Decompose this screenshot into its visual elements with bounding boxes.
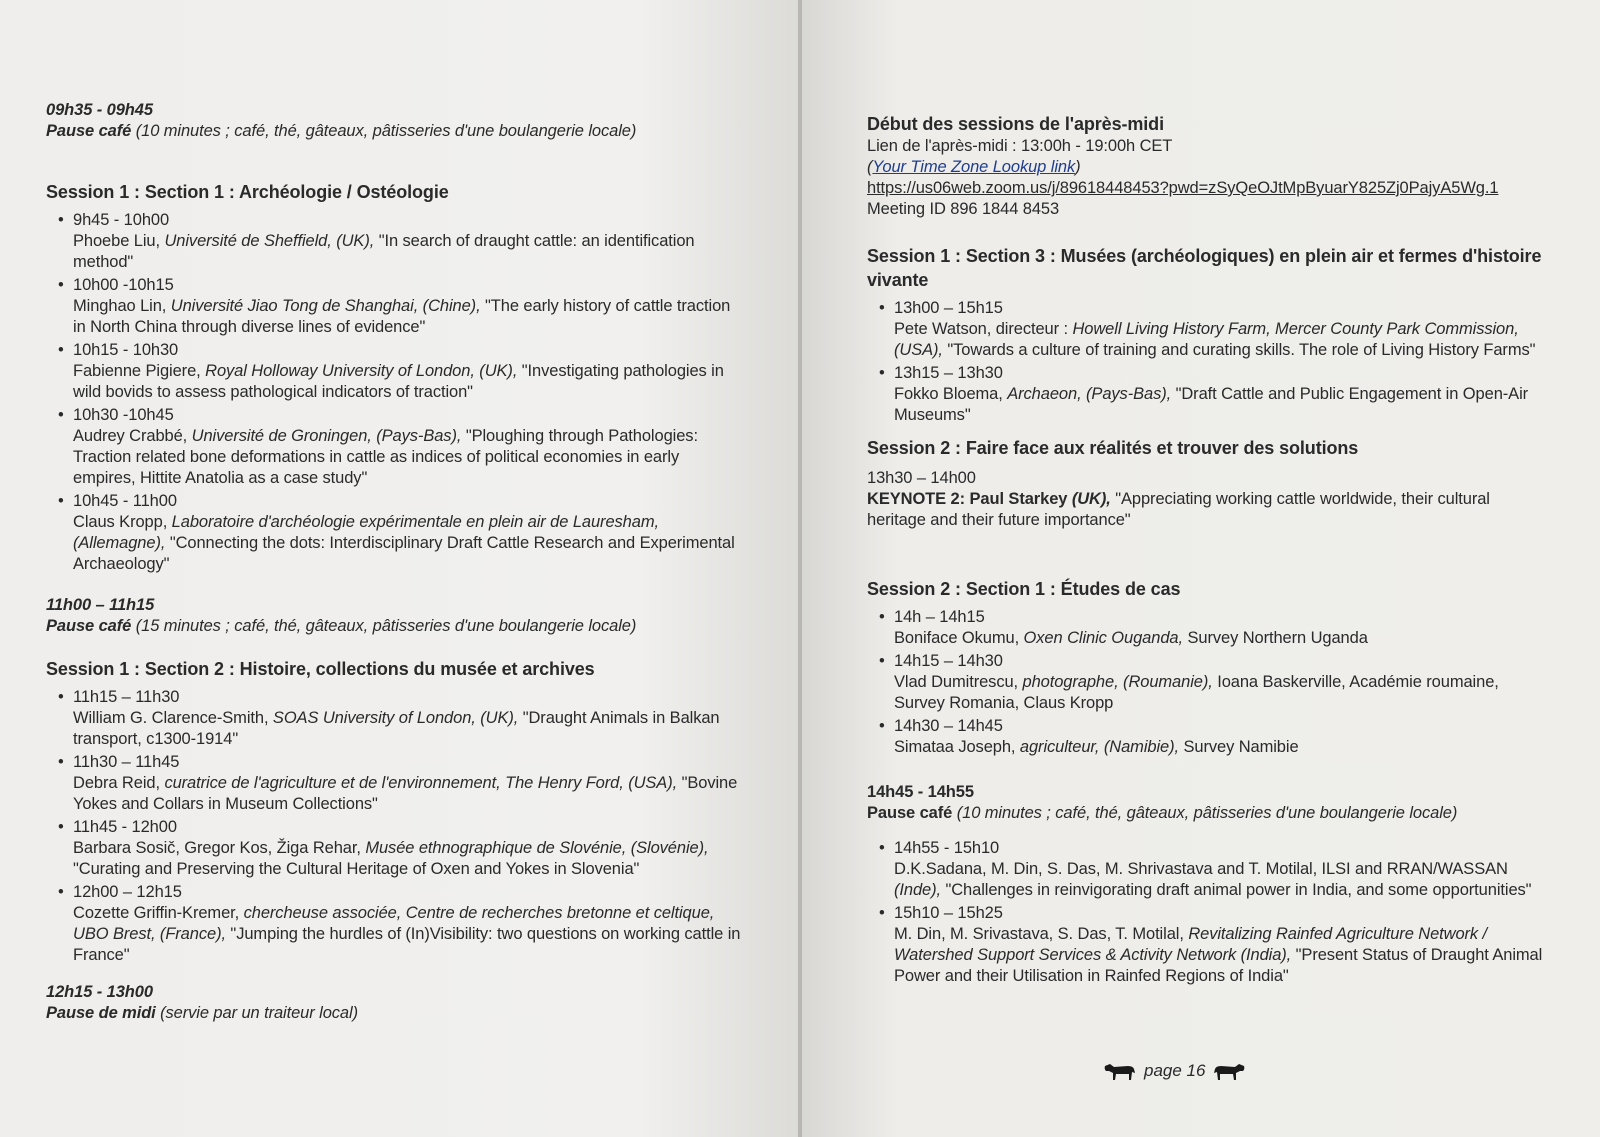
talk-title: "Bovine Yokes and Collars in Museum Collections" — [73, 774, 738, 813]
coffee-break-time: 11h00 – 11h15 — [46, 596, 155, 614]
talk-time: 11h15 – 11h30 — [73, 688, 180, 706]
talk-time: 14h – 14h15 — [894, 608, 985, 626]
talk-title: Ioana Baskerville, Académie roumaine, Survey Romania, Claus Kropp — [894, 673, 1499, 712]
talk-title: "Jumping the hurdles of (In)Visibility: two questions on working cattle in France" — [73, 925, 741, 964]
keynote-label: KEYNOTE 2: Paul Starkey — [867, 490, 1072, 508]
talk-title: "Towards a culture of training and curating skills. The role of Living History Farms" — [942, 341, 1536, 359]
talk-time: 13h15 – 13h30 — [894, 364, 1003, 382]
talk-affiliation: photographe, (Roumanie), — [1022, 673, 1213, 691]
talk-time: 10h00 -10h15 — [73, 276, 174, 294]
talk-time: 11h30 – 11h45 — [73, 753, 180, 771]
talk-title: "Ploughing through Pathologies: Traction related bone deformations in cattle as indices of political economies in early empires, Hittite Anatolia as a case study" — [73, 427, 698, 487]
talk-title: "The early history of cattle traction in North China through diverse lines of evidence" — [73, 297, 731, 336]
talk-list — [867, 838, 1547, 987]
ox-icon — [1213, 1060, 1247, 1082]
lunch-break-label: Pause de midi — [46, 1004, 156, 1022]
talk-item — [867, 716, 1547, 758]
talk-time: 14h15 – 14h30 — [894, 652, 1003, 670]
talk-time: 10h45 - 11h00 — [73, 492, 177, 510]
coffee-break-desc: (10 minutes ; café, thé, gâteaux, pâtisseries d'une boulangerie locale) — [952, 804, 1458, 822]
session-heading: Session 1 : Section 3 : Musées (archéologiques) en plein air et fermes d'histoire vivante — [867, 246, 1542, 290]
talk-item — [867, 651, 1547, 714]
talk-item — [867, 903, 1547, 987]
meeting-id: Meeting ID 896 1844 8453 — [867, 200, 1060, 218]
talk-affiliation: Revitalizing Rainfed Agriculture Network / Watershed Support Services & Activity Network (India), — [894, 925, 1488, 964]
talk-title: "Draught Animals in Balkan transport, c1300-1914" — [73, 709, 720, 748]
talk-speaker: Fokko Bloema, — [894, 385, 1008, 403]
talk-speaker: Simataa Joseph, — [894, 738, 1020, 756]
talk-title: "In search of draught cattle: an identification method" — [73, 232, 695, 271]
talk-time: 11h45 - 12h00 — [73, 818, 177, 836]
session-heading: Session 1 : Section 2 : Histoire, collections du musée et archives — [46, 659, 595, 679]
coffee-break-desc: (10 minutes ; café, thé, gâteaux, pâtisseries d'une boulangerie locale) — [131, 122, 637, 140]
talk-affiliation: (Inde), — [894, 881, 941, 899]
keynote-title: "Appreciating working cattle worldwide, their cultural heritage and their future importance" — [867, 490, 1490, 529]
talk-speaker: William G. Clarence-Smith, — [73, 709, 273, 727]
talk-item — [46, 275, 746, 338]
talk-title: "Investigating pathologies in wild bovids to assess pathological indicators of traction" — [73, 362, 724, 401]
afternoon-link-line: Lien de l'après-midi : 13:00h - 19:00h CET — [867, 137, 1173, 155]
afternoon-heading: Début des sessions de l'après-midi — [867, 114, 1164, 134]
page-number: page 16 — [1144, 1061, 1206, 1080]
talk-affiliation: agriculteur, (Namibie), — [1019, 738, 1179, 756]
talk-item — [46, 687, 746, 750]
lunch-break-desc: (servie par un traiteur local) — [155, 1004, 358, 1022]
talk-title: Survey Namibie — [1178, 738, 1299, 756]
talk-time: 10h15 - 10h30 — [73, 341, 179, 359]
talk-item — [46, 491, 746, 575]
talk-speaker: D.K.Sadana, M. Din, S. Das, M. Shrivastava and T. Motilal, ILSI and RRAN/WASSAN — [894, 860, 1508, 878]
talk-item — [46, 405, 746, 489]
talk-title: "Connecting the dots: Interdisciplinary Draft Cattle Research and Experimental Archaeology" — [73, 534, 735, 573]
talk-affiliation: SOAS University of London, (UK), — [272, 709, 519, 727]
coffee-break — [867, 803, 1547, 824]
talk-time: 13h00 – 15h15 — [894, 299, 1003, 317]
talk-item — [46, 817, 746, 880]
talk-speaker: Debra Reid, — [73, 774, 165, 792]
talk-title: "Draft Cattle and Public Engagement in Open-Air Museums" — [894, 385, 1529, 424]
coffee-break-time: 14h45 - 14h55 — [867, 783, 974, 801]
talk-time: 15h10 – 15h25 — [894, 904, 1003, 922]
paren-close: ) — [1075, 158, 1081, 176]
talk-affiliation: Musée ethnographique de Slovénie, (Slovénie), — [365, 839, 709, 857]
zoom-url-link[interactable]: https://us06web.zoom.us/j/89618448453?pwd=zSyQeOJtMpByuarY825Zj0PajyA5Wg.1 — [867, 179, 1499, 197]
talk-item — [867, 607, 1547, 649]
keynote-time: 13h30 – 14h00 — [867, 469, 976, 487]
coffee-break-label: Pause café — [867, 804, 953, 822]
talk-title: "Challenges in reinvigorating draft animal power in India, and some opportunities" — [941, 881, 1532, 899]
talk-item — [867, 298, 1547, 361]
talk-speaker: Vlad Dumitrescu, — [894, 673, 1023, 691]
talk-time: 14h55 - 15h10 — [894, 839, 1000, 857]
talk-speaker: Fabienne Pigiere, — [73, 362, 206, 380]
talk-speaker: Phoebe Liu, — [73, 232, 165, 250]
right-page — [802, 0, 1600, 1137]
lunch-break — [46, 1003, 746, 1024]
talk-title: "Curating and Preserving the Cultural Heritage of Oxen and Yokes in Slovenia" — [73, 860, 640, 878]
talk-speaker: Cozette Griffin-Kremer, — [73, 904, 244, 922]
talk-time: 12h00 – 12h15 — [73, 883, 182, 901]
keynote-affiliation: (UK), — [1071, 490, 1111, 508]
page-footer — [1102, 1060, 1247, 1082]
talk-list — [46, 210, 746, 575]
left-page-content — [46, 100, 746, 1024]
talk-affiliation: Laboratoire d'archéologie expérimentale en plein air de Lauresham, (Allemagne), — [73, 513, 659, 552]
talk-item — [46, 340, 746, 403]
timezone-lookup-link[interactable]: Your Time Zone Lookup link — [872, 158, 1076, 176]
talk-affiliation: Université Jiao Tong de Shanghai, (Chine), — [170, 297, 481, 315]
talk-speaker: Pete Watson, directeur : — [894, 320, 1073, 338]
coffee-break — [46, 121, 746, 142]
talk-affiliation: Université de Sheffield, (UK), — [164, 232, 375, 250]
talk-item — [46, 882, 746, 966]
session-heading: Session 2 : Section 1 : Études de cas — [867, 579, 1181, 599]
talk-affiliation: chercheuse associée, Centre de recherches bretonne et celtique, UBO Brest, (France), — [73, 904, 715, 943]
coffee-break — [46, 616, 746, 637]
talk-affiliation: Royal Holloway University of London, (UK), — [205, 362, 518, 380]
talk-affiliation: curatrice de l'agriculture et de l'environnement, The Henry Ford, (USA), — [164, 774, 678, 792]
talk-affiliation: Archaeon, (Pays-Bas), — [1007, 385, 1172, 403]
talk-list — [867, 607, 1547, 758]
left-page — [0, 0, 798, 1137]
talk-time: 10h30 -10h45 — [73, 406, 174, 424]
talk-item — [867, 838, 1547, 901]
talk-speaker: Boniface Okumu, — [894, 629, 1024, 647]
talk-item — [46, 752, 746, 815]
session-heading: Session 1 : Section 1 : Archéologie / Ostéologie — [46, 182, 449, 202]
right-page-content — [867, 112, 1547, 989]
talk-item — [46, 210, 746, 273]
keynote — [867, 489, 1547, 531]
coffee-break-desc: (15 minutes ; café, thé, gâteaux, pâtisseries d'une boulangerie locale) — [131, 617, 637, 635]
timezone-line — [867, 157, 1547, 178]
session-heading: Session 2 : Faire face aux réalités et trouver des solutions — [867, 438, 1359, 458]
talk-time: 14h30 – 14h45 — [894, 717, 1003, 735]
talk-item — [867, 363, 1547, 426]
talk-list — [46, 687, 746, 966]
talk-speaker: Audrey Crabbé, — [73, 427, 192, 445]
talk-speaker: Minghao Lin, — [73, 297, 171, 315]
talk-affiliation: Université de Groningen, (Pays-Bas), — [191, 427, 462, 445]
talk-affiliation: Howell Living History Farm, Mercer County Park Commission, (USA), — [894, 320, 1519, 359]
talk-title: Survey Northern Uganda — [1182, 629, 1368, 647]
talk-time: 9h45 - 10h00 — [73, 211, 170, 229]
talk-list — [867, 298, 1547, 426]
coffee-break-time: 09h35 - 09h45 — [46, 101, 153, 119]
talk-speaker: M. Din, M. Srivastava, S. Das, T. Motilal, — [894, 925, 1189, 943]
talk-title: "Present Status of Draught Animal Power and their Utilisation in Rainfed Regions of India" — [894, 946, 1543, 985]
paren-open: ( — [867, 158, 873, 176]
talk-speaker: Claus Kropp, — [73, 513, 172, 531]
lunch-break-time: 12h15 - 13h00 — [46, 983, 153, 1001]
coffee-break-label: Pause café — [46, 617, 132, 635]
coffee-break-label: Pause café — [46, 122, 132, 140]
ox-icon — [1102, 1060, 1136, 1082]
talk-affiliation: Oxen Clinic Ouganda, — [1023, 629, 1183, 647]
talk-speaker: Barbara Sosič, Gregor Kos, Žiga Rehar, — [73, 839, 366, 857]
